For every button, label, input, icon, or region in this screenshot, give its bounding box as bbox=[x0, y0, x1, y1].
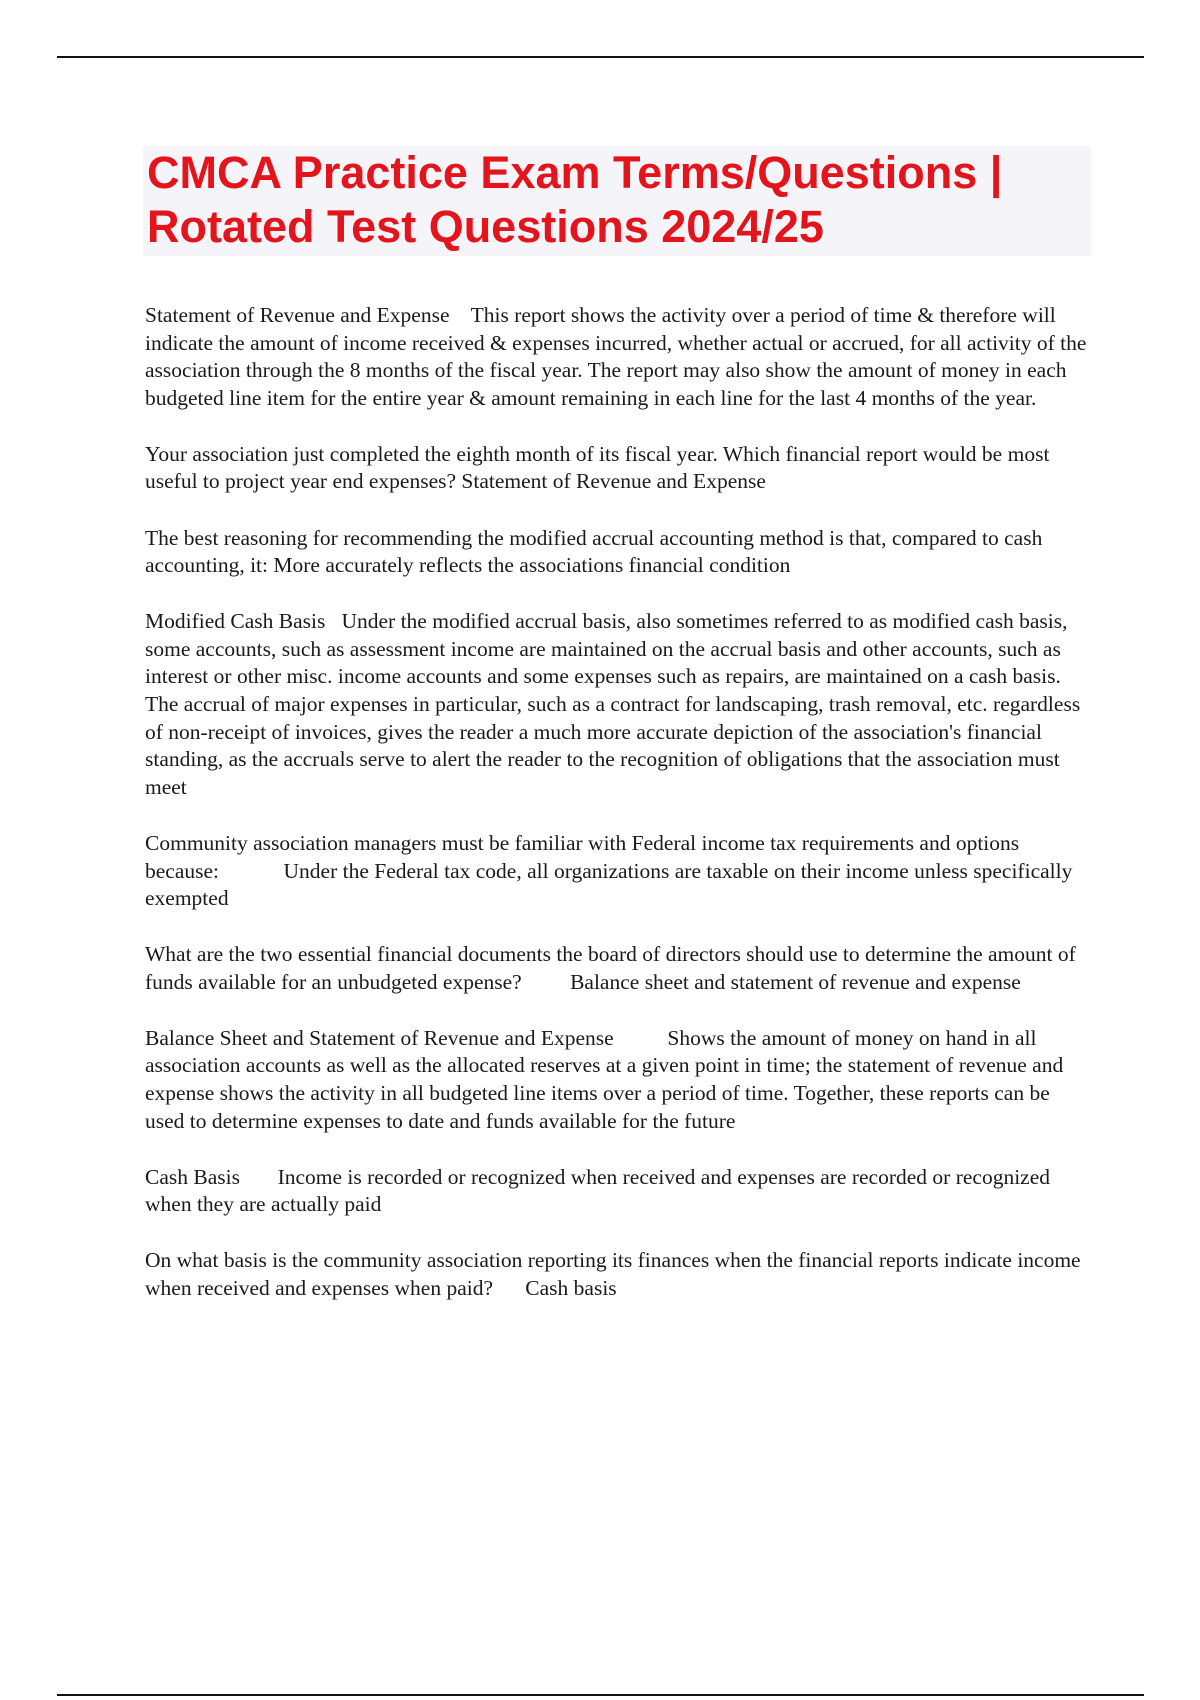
qa-definition: This report shows the activity over a period of time & therefore will indicate the amount of income received & expenses incurred, whether actual or accrued, for all activity of the association through the 8 months of the fiscal year. The report may also show the amount of money in each budgeted line item for the entire year & amount remaining in each line for the last 4 months of the year. bbox=[145, 303, 1087, 410]
title-line-1: CMCA Practice Exam Terms/Questions | bbox=[147, 147, 1003, 198]
bottom-rule bbox=[57, 1694, 1144, 1696]
qa-entry bbox=[145, 441, 1090, 496]
qa-term: What are the two essential financial documents the board of directors should use to determine the amount of funds available for an unbudgeted expense? bbox=[145, 942, 1076, 994]
qa-term: Modified Cash Basis bbox=[145, 609, 326, 634]
qa-term: Statement of Revenue and Expense bbox=[145, 303, 450, 327]
qa-list bbox=[145, 302, 1090, 1331]
qa-term: The best reasoning for recommending the modified accrual accounting method is that, compared to cash accounting, it: bbox=[145, 525, 1043, 578]
title-line-2: Rotated Test Questions 2024/25 bbox=[147, 201, 824, 252]
qa-term: Balance Sheet and Statement of Revenue and Expense bbox=[145, 1025, 614, 1050]
qa-definition: Balance sheet and statement of revenue and expense bbox=[570, 969, 1021, 994]
qa-definition: Shows the amount of money on hand in all association accounts as well as the allocated reserves at a given point in time; the statement of revenue and expense shows the activity in all budgeted line items over a period of time. Together, these reports can be used to determine expenses to date and funds available for the future bbox=[145, 1025, 1064, 1133]
qa-definition: More accurately reflects the associations financial condition bbox=[273, 553, 791, 578]
qa-entry bbox=[145, 608, 1090, 801]
qa-term: Cash Basis bbox=[145, 1164, 240, 1189]
qa-definition: Under the modified accrual basis, also sometimes referred to as modified cash basis, some accounts, such as assessment income are maintained on the accrual basis and other accounts, such as interest or other misc. income accounts and some expenses such as repairs, are maintained on a cash basis. The accrual of major expenses in particular, such as a contract for landscaping, trash removal, etc. regardless of non-receipt of invoices, gives the reader a much more accurate depiction of the association's financial standing, as the accruals serve to alert the reader to the recognition of obligations that the association must meet bbox=[145, 609, 1081, 799]
qa-definition: Cash basis bbox=[525, 1276, 617, 1301]
qa-entry bbox=[145, 302, 1090, 412]
qa-entry bbox=[145, 830, 1090, 913]
qa-term: On what basis is the community association reporting its finances when the financial reports indicate income when received and expenses when paid? bbox=[145, 1248, 1081, 1301]
qa-entry bbox=[145, 1247, 1090, 1302]
qa-term: Community association managers must be familiar with Federal income tax requirements and options because: bbox=[145, 830, 1020, 883]
top-rule bbox=[57, 56, 1144, 58]
qa-entry bbox=[145, 941, 1090, 996]
qa-term: Your association just completed the eighth month of its fiscal year. Which financial report would be most useful to project year end expenses? bbox=[145, 441, 1050, 494]
qa-definition: Under the Federal tax code, all organizations are taxable on their income unless specifically exempted bbox=[145, 858, 1073, 911]
qa-definition: Income is recorded or recognized when received and expenses are recorded or recognized when they are actually paid bbox=[145, 1164, 1050, 1217]
qa-entry bbox=[145, 525, 1090, 580]
qa-definition: Statement of Revenue and Expense bbox=[461, 469, 766, 494]
qa-entry bbox=[145, 1164, 1090, 1219]
qa-entry bbox=[145, 1025, 1090, 1135]
document-title bbox=[143, 146, 1091, 256]
